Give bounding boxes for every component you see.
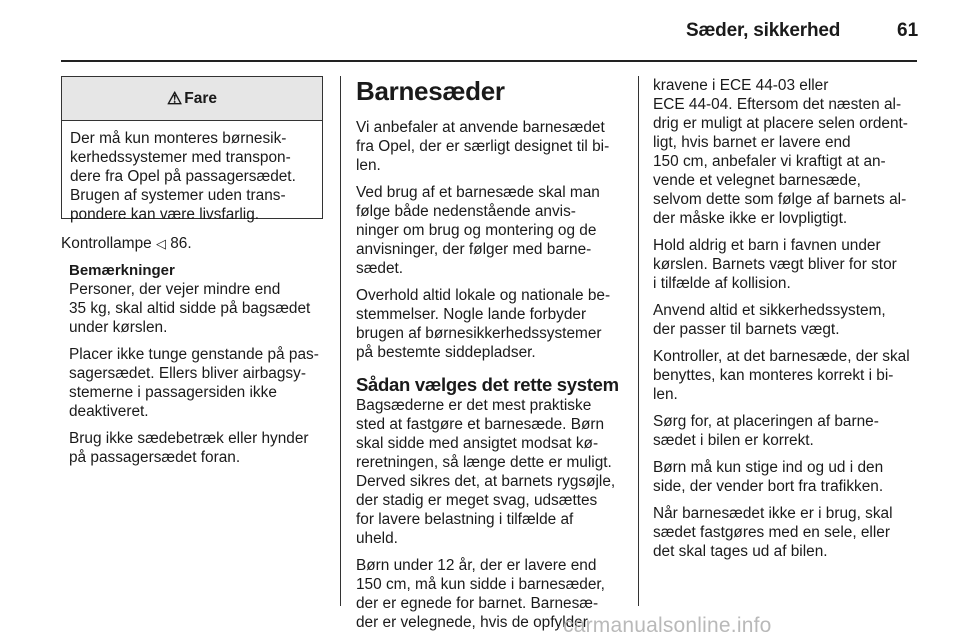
paragraph — [356, 118, 636, 175]
text-line: side, der vender bort fra trafikken. — [653, 478, 884, 495]
warning-label: Fare — [184, 89, 217, 107]
text-line: kerhedssystemer med transpon- — [70, 149, 291, 166]
text-line: Brugen af systemer uden trans- — [70, 187, 286, 204]
paragraph — [356, 183, 636, 278]
column-2-text — [356, 76, 636, 632]
text-line: der måske ikke er lovpligtigt. — [653, 210, 848, 227]
column-divider-right — [638, 76, 639, 606]
text-line: i tilfælde af kollision. — [653, 275, 791, 292]
text-line: len. — [653, 386, 678, 403]
text-line: sted at fastgøre et barnesæde. Børn — [356, 416, 605, 433]
paragraph — [69, 345, 331, 421]
indicator-page-ref: 86. — [170, 235, 192, 252]
text-line: Derved sikres det, at barnets rygsøjle, — [356, 473, 616, 490]
text-line: kørslen. Barnets vægt bliver for stor — [653, 256, 897, 273]
text-line: pondere kan være livsfarlig. — [70, 206, 260, 223]
text-line: ligt, hvis barnet er lavere end — [653, 134, 851, 151]
text-line: der stadig er meget svag, udsættes — [356, 492, 598, 509]
text-line: sædet. — [356, 260, 404, 277]
text-line: Brug ikke sædebetræk eller hynder — [69, 430, 309, 447]
text-line: uheld. — [356, 530, 398, 547]
text-line: vende et velegnet barnesæde, — [653, 172, 861, 189]
text-line: på bestemte siddepladser. — [356, 344, 536, 361]
text-line: sagersædet. Ellers bliver airbagsy- — [69, 365, 306, 382]
paragraph — [653, 236, 933, 293]
page-number: 61 — [897, 20, 919, 41]
paragraph — [653, 347, 933, 404]
paragraph — [653, 458, 933, 496]
indicator-reference — [61, 234, 331, 253]
text-line: 150 cm, må kun sidde i barnesæder, — [356, 576, 605, 593]
paragraph — [653, 412, 933, 450]
subsection-heading: Sådan vælges det rette system — [356, 374, 619, 395]
text-line: anvisninger, der følger med barne- — [356, 241, 592, 258]
text-line: Der må kun monteres børnesik- — [70, 130, 287, 147]
note-title: Bemærkninger — [69, 262, 175, 279]
text-line: len. — [356, 157, 381, 174]
text-line: Vi anbefaler at anvende barnesædet — [356, 119, 605, 136]
column-1-text — [61, 234, 331, 467]
text-line: Børn må kun stige ind og ud i den — [653, 459, 884, 476]
text-line: 35 kg, skal altid sidde på bagsædet — [69, 300, 311, 317]
text-line: Placer ikke tunge genstande på pas- — [69, 346, 319, 363]
text-line: 150 cm, anbefaler vi kraftigt at an- — [653, 153, 886, 170]
text-line: stemerne i passagersiden ikke — [69, 384, 277, 401]
text-line: sædet i bilen er korrekt. — [653, 432, 814, 449]
warning-triangle-icon: ⚠ — [167, 88, 183, 108]
paragraph — [653, 301, 933, 339]
text-line: det skal tages ud af bilen. — [653, 543, 828, 560]
text-line: kravene i ECE 44-03 eller — [653, 77, 829, 94]
text-line: for lavere belastning i tilfælde af — [356, 511, 574, 528]
text-line: under kørslen. — [69, 319, 168, 336]
paragraph — [356, 286, 636, 362]
text-line: på passagersædet foran. — [69, 449, 241, 466]
text-line: Sørg for, at placeringen af barne- — [653, 413, 879, 430]
danger-warning-box — [61, 76, 323, 223]
note-block — [61, 261, 331, 467]
text-line: Når barnesædet ikke er i brug, skal — [653, 505, 893, 522]
text-line: Overhold altid lokale og nationale be- — [356, 287, 611, 304]
text-line: følge både nedenstående anvis- — [356, 203, 576, 220]
column-divider-left — [340, 76, 341, 606]
text-line: fra Opel, der er særligt designet til bi- — [356, 138, 610, 155]
text-line: deaktiveret. — [69, 403, 149, 420]
paragraph — [69, 429, 331, 467]
section-title: Sæder, sikkerhed — [686, 20, 841, 41]
text-line: ECE 44-04. Eftersom det næsten al- — [653, 96, 902, 113]
text-line: Ved brug af et barnesæde skal man — [356, 184, 600, 201]
text-line: skal sidde med ansigtet modsat kø- — [356, 435, 599, 452]
text-line: der passer til barnets vægt. — [653, 321, 840, 338]
text-line: dere fra Opel på passagersædet. — [70, 168, 296, 185]
text-line: drig er muligt at placere selen ordent- — [653, 115, 908, 132]
text-line: ninger om brug og montering og de — [356, 222, 597, 239]
text-line: der er egnede for barnet. Barnesæ- — [356, 595, 599, 612]
text-line: Anvend altid et sikkerhedssystem, — [653, 302, 886, 319]
text-line: Hold aldrig et barn i favnen under — [653, 237, 881, 254]
text-line: brugen af børnesikkerhedssystemer — [356, 325, 602, 342]
section-heading: Barnesæder — [356, 76, 505, 106]
paragraph — [69, 280, 331, 337]
text-line: Børn under 12 år, der er lavere end — [356, 557, 597, 574]
text-line: Personer, der vejer mindre end — [69, 281, 281, 298]
warning-header — [62, 77, 322, 121]
watermark: carmanualsonline.info — [563, 614, 772, 637]
text-line: reretningen, så længe dette er muligt. — [356, 454, 612, 471]
column-3-text — [653, 76, 933, 561]
text-line: stemmelser. Nogle lande forbyder — [356, 306, 587, 323]
text-line: Kontroller, at det barnesæde, der skal — [653, 348, 910, 365]
text-line: benyttes, kan monteres korrekt i bi- — [653, 367, 894, 384]
text-line: der er velegnede, hvis de opfylder — [356, 614, 588, 631]
text-line: Bagsæderne er det mest praktiske — [356, 397, 592, 414]
paragraph — [653, 76, 933, 228]
paragraph — [653, 504, 933, 561]
header-divider — [61, 60, 917, 62]
indicator-label: Kontrollampe — [61, 235, 152, 252]
page-reference-icon: ◁ — [155, 236, 166, 251]
text-line: selvom dette som følge af barnets al- — [653, 191, 907, 208]
paragraph — [356, 396, 636, 548]
text-line: sædet fastgøres med en sele, eller — [653, 524, 890, 541]
warning-text — [62, 121, 322, 224]
